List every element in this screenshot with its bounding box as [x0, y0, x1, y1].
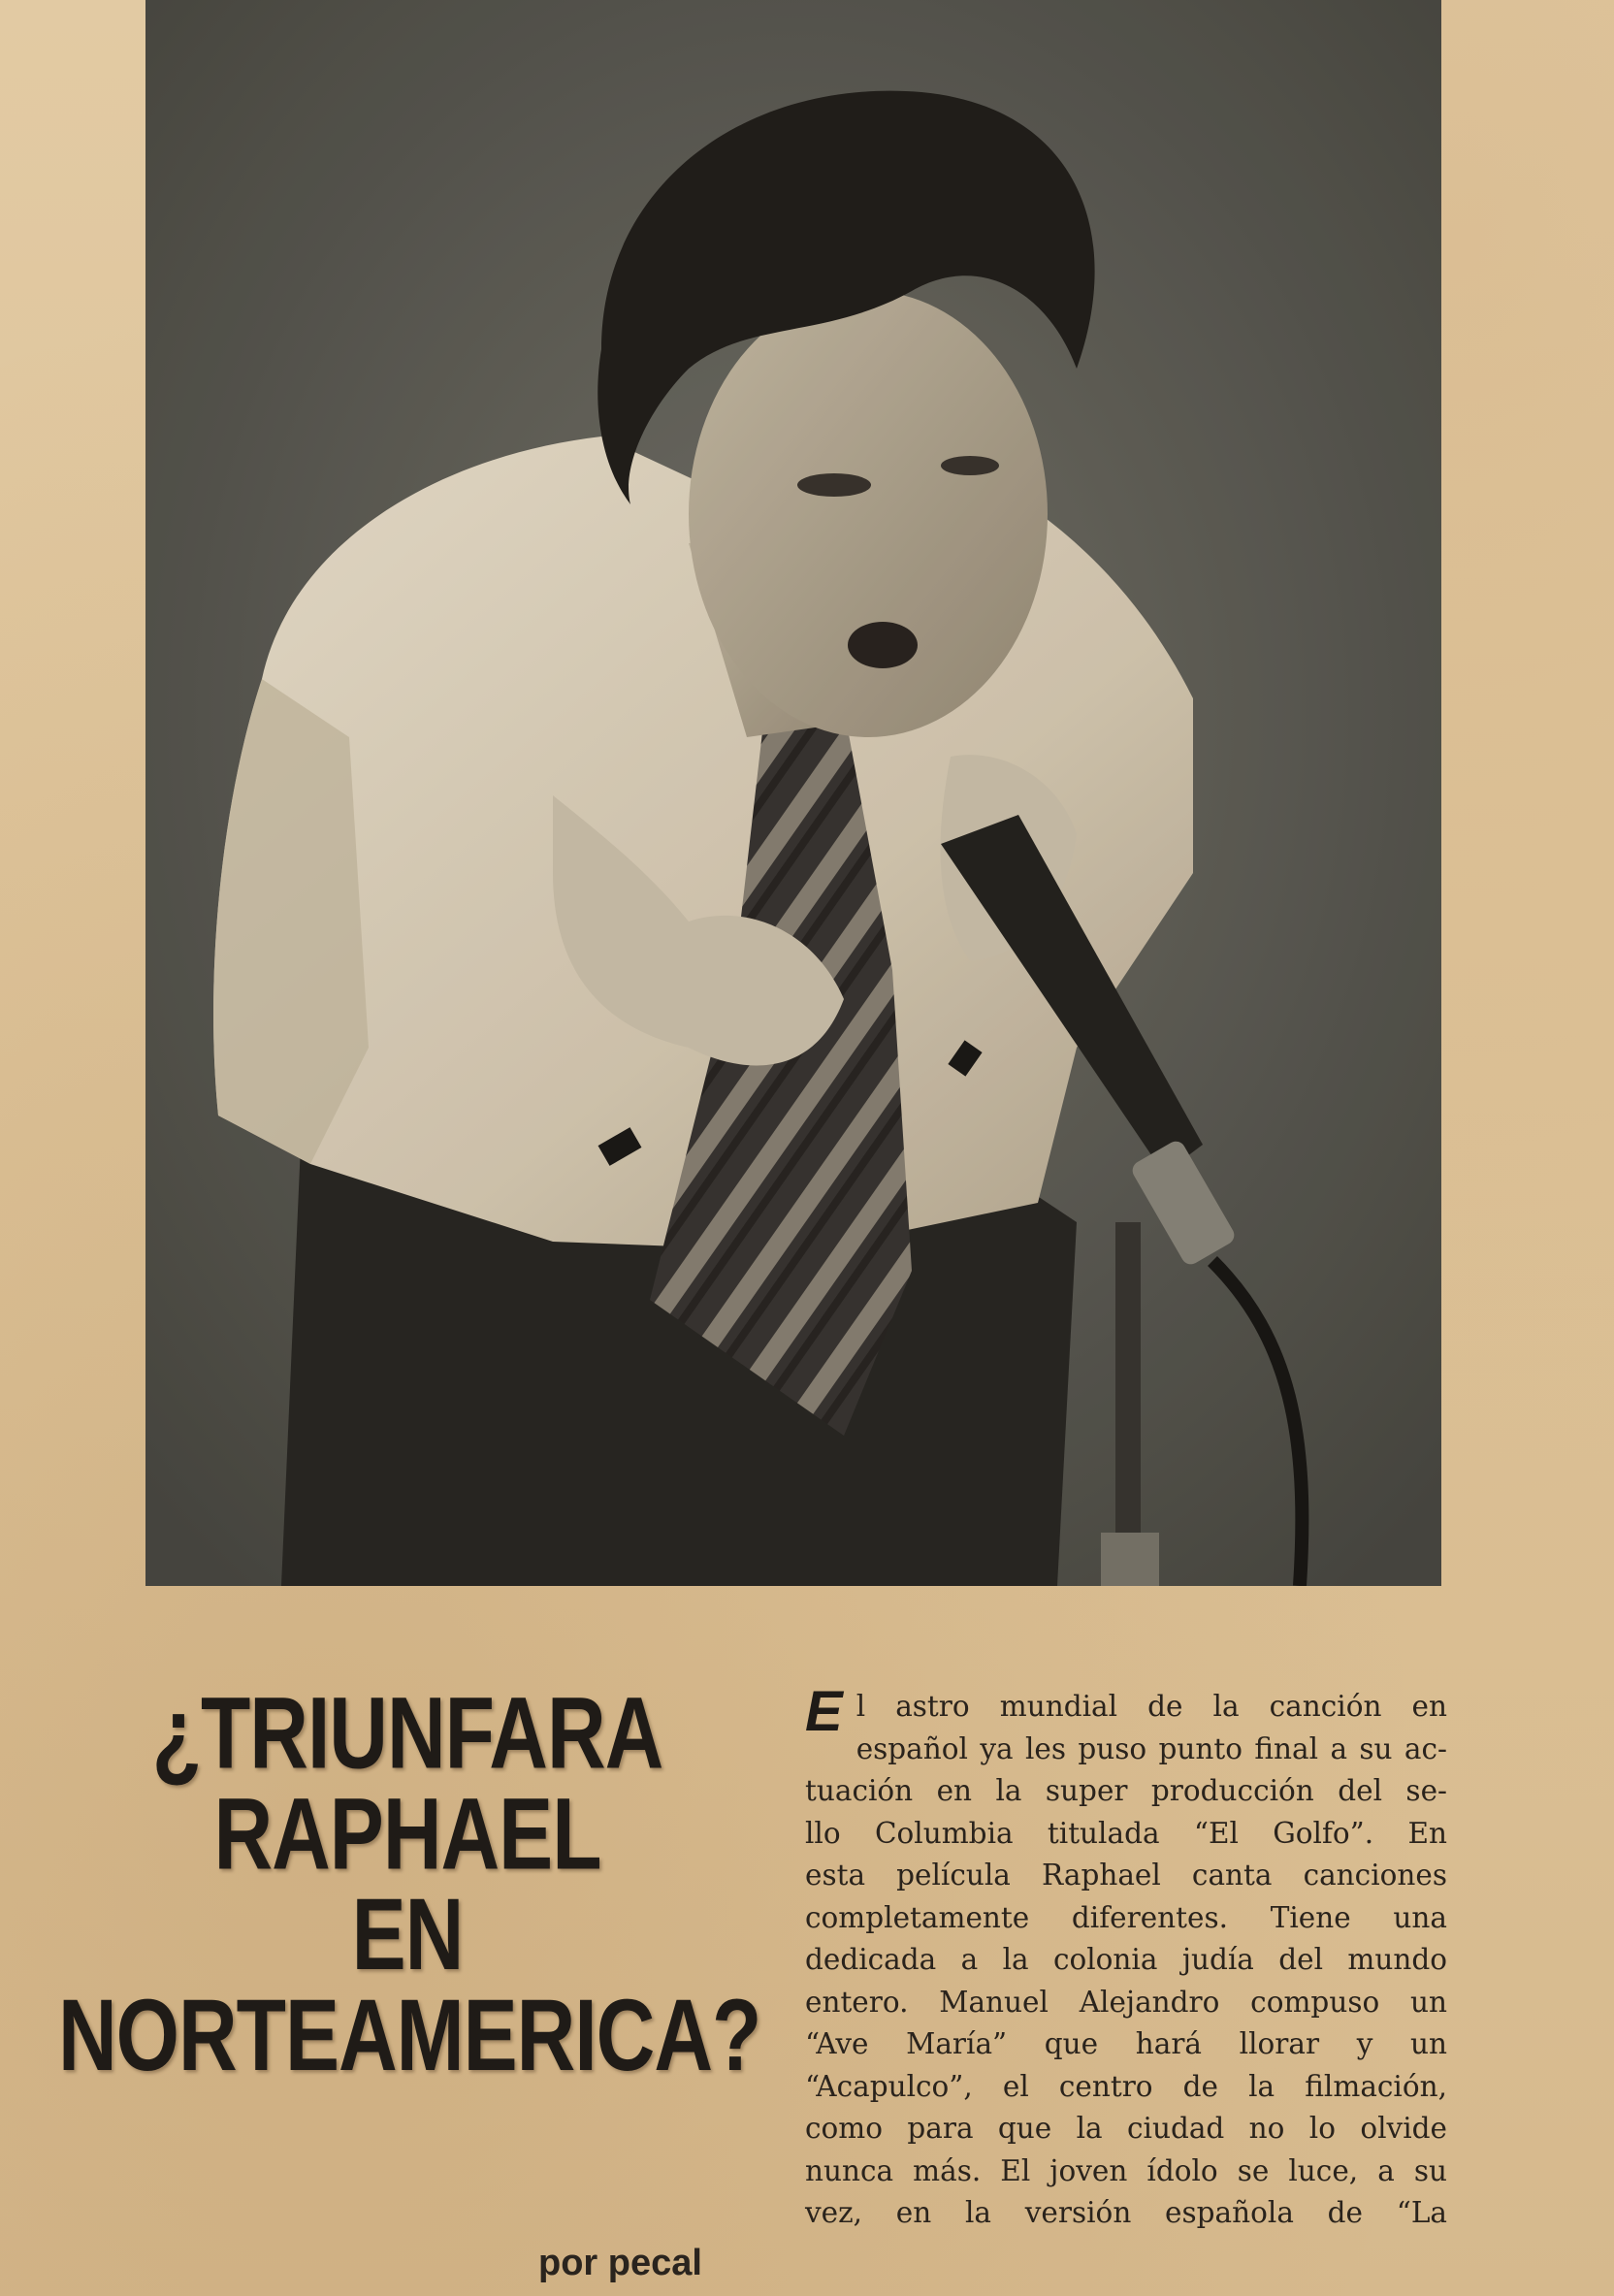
body-line: completamente diferentes. Tiene una: [805, 1900, 1447, 1934]
body-line: vez, en la versión española de “La: [805, 2196, 1447, 2229]
article-body: [805, 1680, 1447, 2235]
headline-line-1: ¿TRIUNFARA: [151, 1675, 663, 1790]
body-line: entero. Manuel Alejandro compuso un: [805, 1985, 1447, 2019]
singer-photo: [145, 0, 1441, 1586]
headline-line-2: RAPHAEL: [213, 1776, 601, 1891]
byline: por pecal: [538, 2243, 702, 2283]
body-line: llo Columbia titulada “El Golfo”. En: [805, 1816, 1447, 1850]
headline-line-3: EN: [351, 1877, 464, 1991]
body-line: “Ave María” que hará llorar y un: [805, 2027, 1447, 2060]
article-headline: [58, 1675, 761, 2092]
body-line: español ya les puso punto final a su ac-: [855, 1731, 1447, 1765]
body-line: tuación en la super producción del se-: [805, 1774, 1447, 1807]
headline-line-4: NORTEAMERICA?: [58, 1977, 761, 2092]
body-line: “Acapulco”, el centro de la filmación,: [805, 2069, 1447, 2103]
body-line: dedicada a la colonia judía del mundo: [805, 1943, 1447, 1976]
body-line: nunca más. El joven ídolo se luce, a su: [805, 2153, 1447, 2187]
body-line: como para que la ciudad no lo olvide: [805, 2112, 1447, 2145]
body-line: l astro mundial de la canción en: [855, 1690, 1447, 1723]
drop-cap: E: [805, 1680, 843, 1743]
body-line: esta película Raphael canta canciones: [805, 1859, 1447, 1892]
